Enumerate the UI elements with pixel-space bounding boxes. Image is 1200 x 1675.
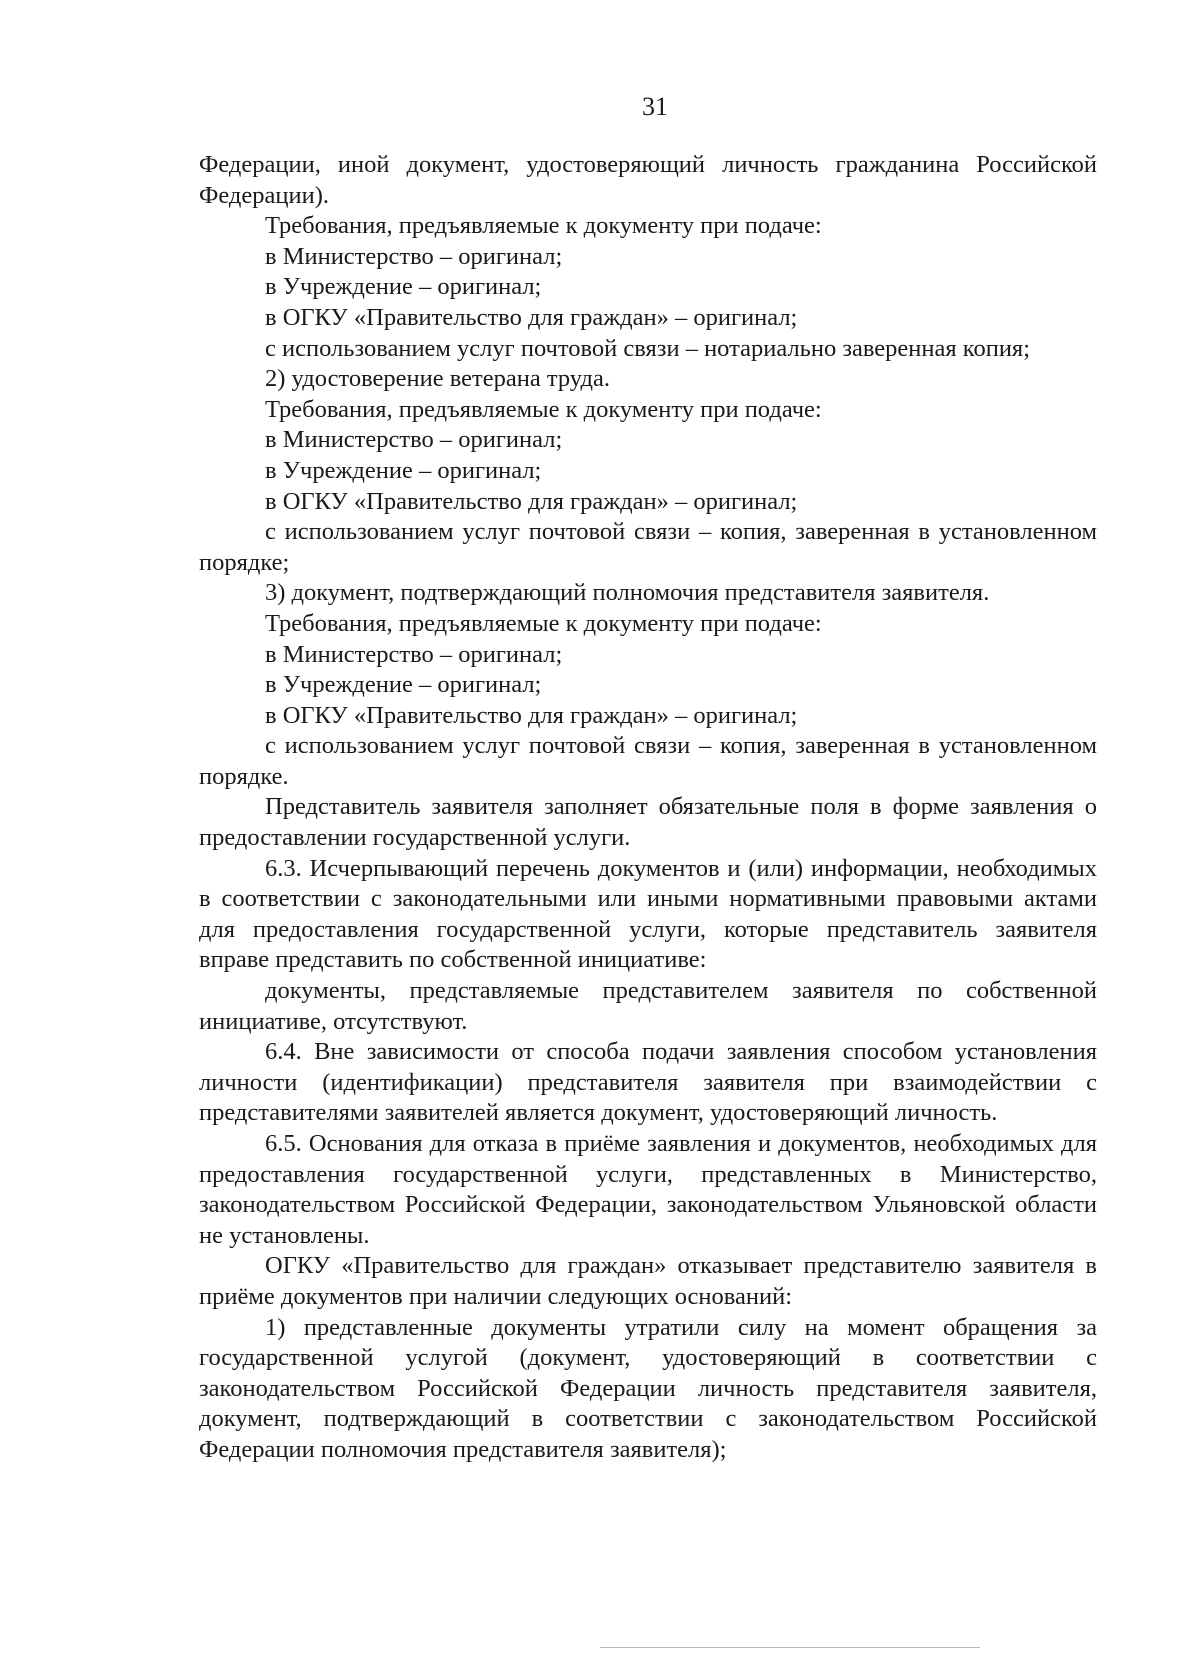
paragraph-20: 6.3. Исчерпывающий перечень документов и (или) информации, необходимых в соответствии с законодательными или иными нормативными правовыми актами для предоставления государственной услуги, которые представитель заявителя вправе представить по собственной инициативе: xyxy=(199,854,1097,974)
page-number: 31 xyxy=(642,92,668,121)
paragraph-23: 6.5. Основания для отказа в приёме заявления и документов, необходимых для предоставления государственной услуги, представленных в Министерство, законодательством Российской Федерации, законодательством Ульяновской области не установлены. xyxy=(199,1130,1097,1249)
paragraph-17: в ОГКУ «Правительство для граждан» – оригинал; xyxy=(265,701,798,729)
paragraph-7: 2) удостоверение ветерана труда. xyxy=(265,365,610,393)
paragraph-18: с использованием услуг почтовой связи – копия, заверенная в установленном порядке. xyxy=(199,732,1097,790)
paragraph-9: в Министерство – оригинал; xyxy=(265,426,563,454)
paragraph-16: в Учреждение – оригинал; xyxy=(265,671,542,699)
paragraph-3: в Министерство – оригинал; xyxy=(265,242,563,270)
paragraph-15: в Министерство – оригинал; xyxy=(265,640,563,668)
paragraph-14: Требования, предъявляемые к документу при подаче: xyxy=(265,609,822,637)
paragraph-22: 6.4. Вне зависимости от способа подачи заявления способом установления личности (идентификации) представителя заявителя при взаимодействии с представителями заявителей является документ, удостоверяющий личность. xyxy=(199,1038,1097,1127)
paragraph-8: Требования, предъявляемые к документу при подаче: xyxy=(265,395,822,423)
paragraph-12: с использованием услуг почтовой связи – копия, заверенная в установленном порядке; xyxy=(199,518,1097,576)
paragraph-24: ОГКУ «Правительство для граждан» отказывает представителю заявителя в приёме документов при наличии следующих оснований: xyxy=(199,1252,1097,1310)
paragraph-2: Требования, предъявляемые к документу при подаче: xyxy=(265,212,822,240)
paragraph-10: в Учреждение – оригинал; xyxy=(265,456,542,484)
paragraph-25: 1) представленные документы утратили силу на момент обращения за государственной услугой (документ, удостоверяющий в соответствии с законодательством Российской Федерации личность представителя заявителя, документ, подтверждающий в соответствии с законодательством Российской Федерации полномочия представителя заявителя); xyxy=(199,1313,1097,1463)
paragraph-4: в Учреждение – оригинал; xyxy=(265,273,542,301)
document-body xyxy=(199,150,1097,1466)
paragraph-13: 3) документ, подтверждающий полномочия представителя заявителя. xyxy=(265,579,990,607)
paragraph-19: Представитель заявителя заполняет обязательные поля в форме заявления о предоставлении государственной услуги. xyxy=(199,793,1097,852)
bottom-scan-line xyxy=(600,1647,980,1648)
paragraph-1: Федерации, иной документ, удостоверяющий личность гражданина Российской Федерации). xyxy=(199,151,1097,209)
paragraph-11: в ОГКУ «Правительство для граждан» – оригинал; xyxy=(265,487,798,515)
paragraph-5: в ОГКУ «Правительство для граждан» – оригинал; xyxy=(265,303,798,331)
paragraph-6: с использованием услуг почтовой связи – нотариально заверенная копия; xyxy=(265,334,1031,362)
paragraph-21: документы, представляемые представителем заявителя по собственной инициативе, отсутствуют. xyxy=(199,977,1097,1035)
